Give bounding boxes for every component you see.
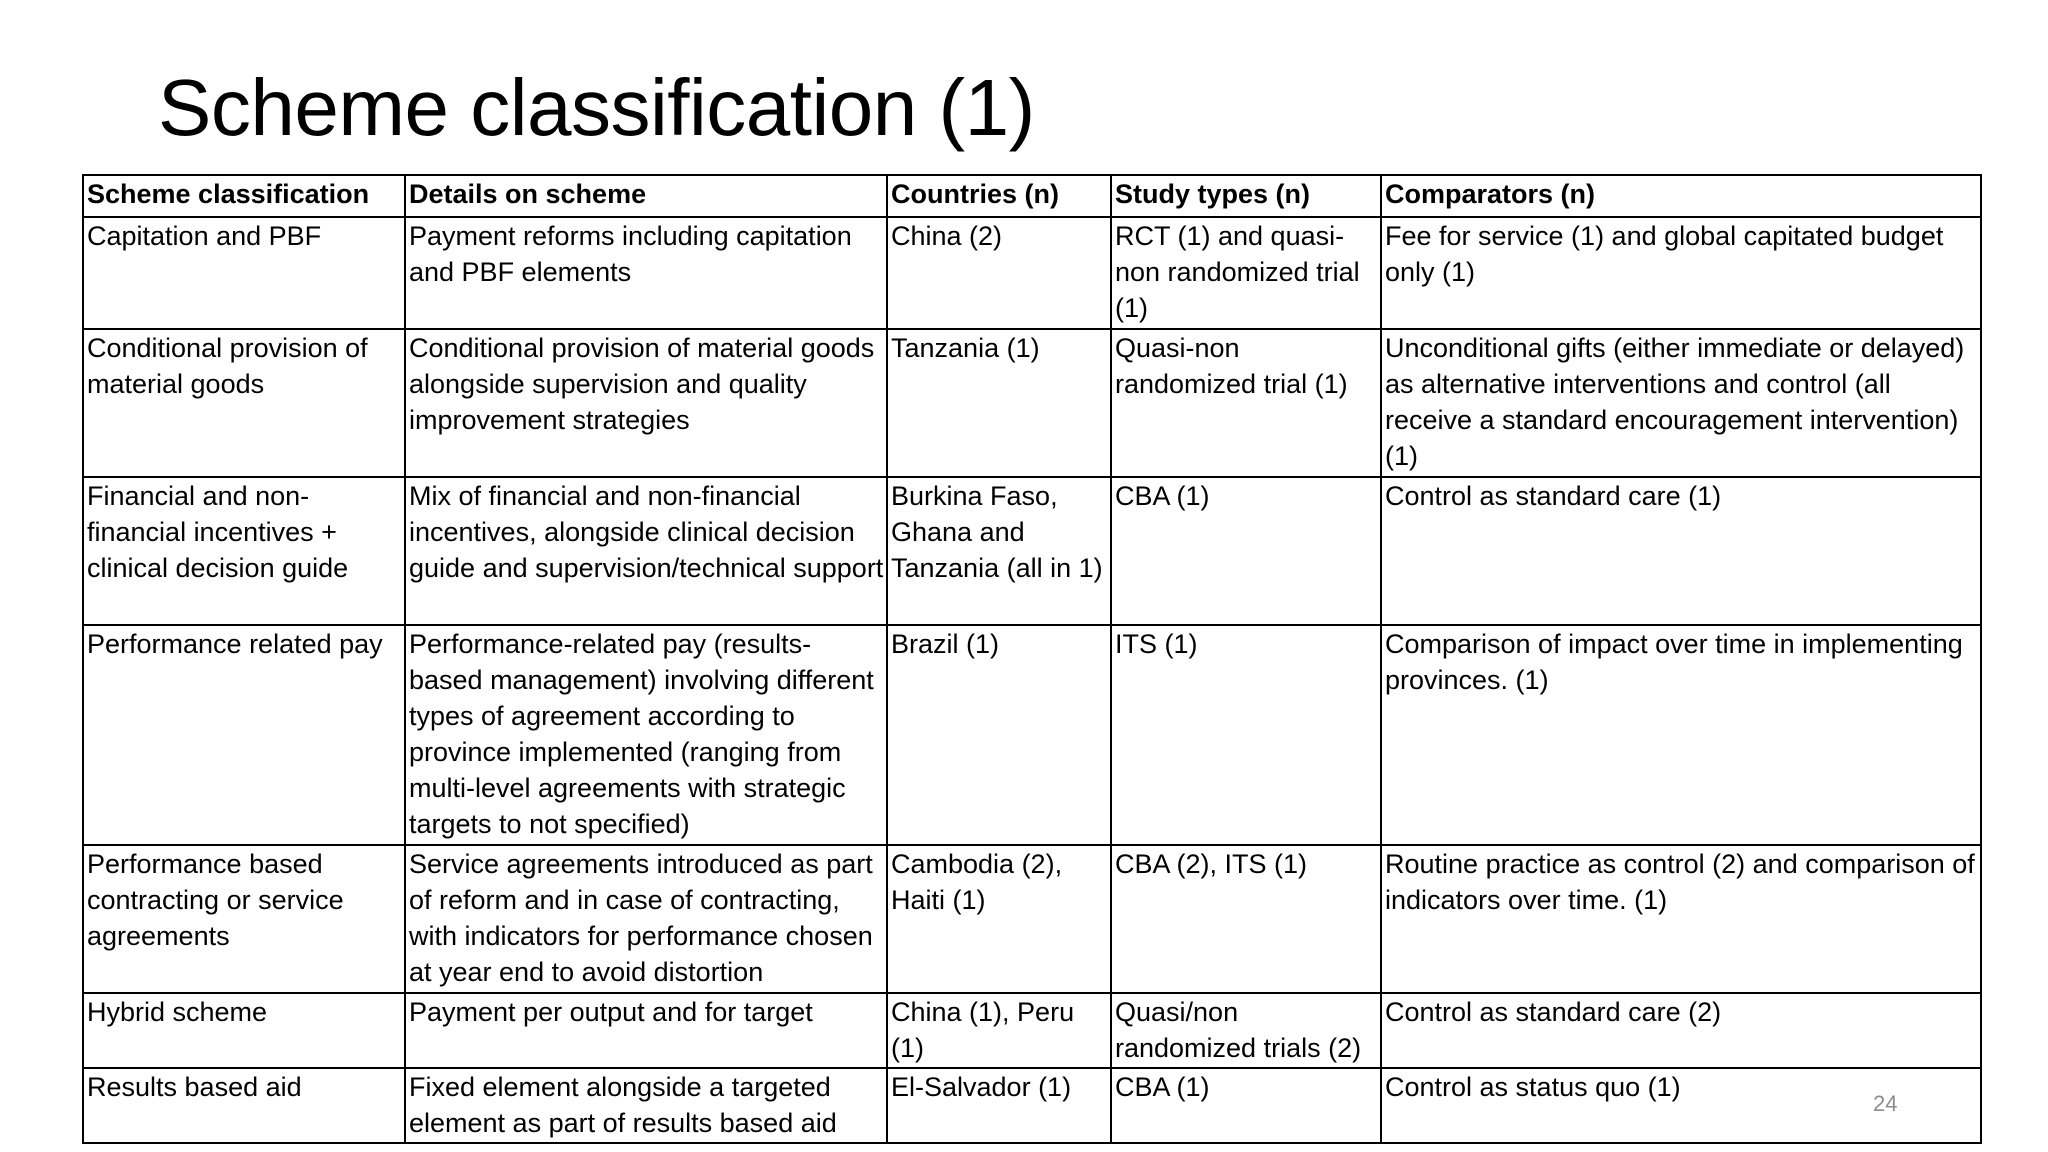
cell-comparators: Control as standard care (2)	[1381, 993, 1981, 1068]
cell-details-on-scheme: Payment reforms including capitation and PBF elements	[405, 217, 887, 329]
cell-scheme-classification: Performance based contracting or service agreements	[83, 845, 405, 993]
cell-comparators: Unconditional gifts (either immediate or delayed) as alternative interventions and control (all receive a standard encouragement intervention) (1)	[1381, 329, 1981, 477]
cell-countries: Tanzania (1)	[887, 329, 1111, 477]
cell-details-on-scheme: Payment per output and for target	[405, 993, 887, 1068]
cell-countries: El-Salvador (1)	[887, 1068, 1111, 1143]
cell-comparators: Comparison of impact over time in implementing provinces. (1)	[1381, 625, 1981, 845]
page-number: 24	[1873, 1091, 1898, 1116]
cell-study-types: ITS (1)	[1111, 625, 1381, 845]
table-row	[83, 477, 1981, 625]
table-row	[83, 625, 1981, 845]
cell-details-on-scheme: Fixed element alongside a targeted element as part of results based aid	[405, 1068, 887, 1143]
cell-scheme-classification: Capitation and PBF	[83, 217, 405, 329]
header-scheme-classification: Scheme classification	[83, 175, 405, 217]
cell-scheme-classification: Performance related pay	[83, 625, 405, 845]
cell-details-on-scheme: Conditional provision of material goods alongside supervision and quality improvement strategies	[405, 329, 887, 477]
header-details-on-scheme: Details on scheme	[405, 175, 887, 217]
header-study-types: Study types (n)	[1111, 175, 1381, 217]
cell-details-on-scheme: Mix of financial and non-financial incentives, alongside clinical decision guide and supervision/technical support	[405, 477, 887, 625]
cell-scheme-classification: Hybrid scheme	[83, 993, 405, 1068]
cell-scheme-classification: Financial and non-financial incentives + clinical decision guide	[83, 477, 405, 625]
header-comparators: Comparators (n)	[1381, 175, 1981, 217]
cell-study-types: CBA (1)	[1111, 477, 1381, 625]
table-row	[83, 1068, 1981, 1143]
cell-countries: Burkina Faso, Ghana and Tanzania (all in 1)	[887, 477, 1111, 625]
table-row	[83, 217, 1981, 329]
cell-details-on-scheme: Service agreements introduced as part of reform and in case of contracting, with indicators for performance chosen at year end to avoid distortion	[405, 845, 887, 993]
cell-comparators: Fee for service (1) and global capitated budget only (1)	[1381, 217, 1981, 329]
table-header-row	[83, 175, 1981, 217]
cell-scheme-classification: Conditional provision of material goods	[83, 329, 405, 477]
cell-study-types: RCT (1) and quasi-non randomized trial (1)	[1111, 217, 1381, 329]
cell-study-types: Quasi/non randomized trials (2)	[1111, 993, 1381, 1068]
table-row	[83, 845, 1981, 993]
cell-countries: China (2)	[887, 217, 1111, 329]
cell-countries: Cambodia (2), Haiti (1)	[887, 845, 1111, 993]
cell-study-types: CBA (2), ITS (1)	[1111, 845, 1381, 993]
scheme-classification-table	[82, 174, 1982, 1144]
cell-comparators: Control as standard care (1)	[1381, 477, 1981, 625]
table-row	[83, 329, 1981, 477]
cell-study-types: CBA (1)	[1111, 1068, 1381, 1143]
slide-title: Scheme classification (1)	[158, 63, 1035, 152]
cell-study-types: Quasi-non randomized trial (1)	[1111, 329, 1381, 477]
cell-countries: China (1), Peru (1)	[887, 993, 1111, 1068]
cell-scheme-classification: Results based aid	[83, 1068, 405, 1143]
cell-comparators: Control as status quo (1)	[1381, 1068, 1981, 1143]
table-row	[83, 993, 1981, 1068]
cell-comparators: Routine practice as control (2) and comparison of indicators over time. (1)	[1381, 845, 1981, 993]
header-countries: Countries (n)	[887, 175, 1111, 217]
cell-countries: Brazil (1)	[887, 625, 1111, 845]
cell-details-on-scheme: Performance-related pay (results-based management) involving different types of agreement according to province implemented (ranging from multi-level agreements with strategic targets to not specified)	[405, 625, 887, 845]
